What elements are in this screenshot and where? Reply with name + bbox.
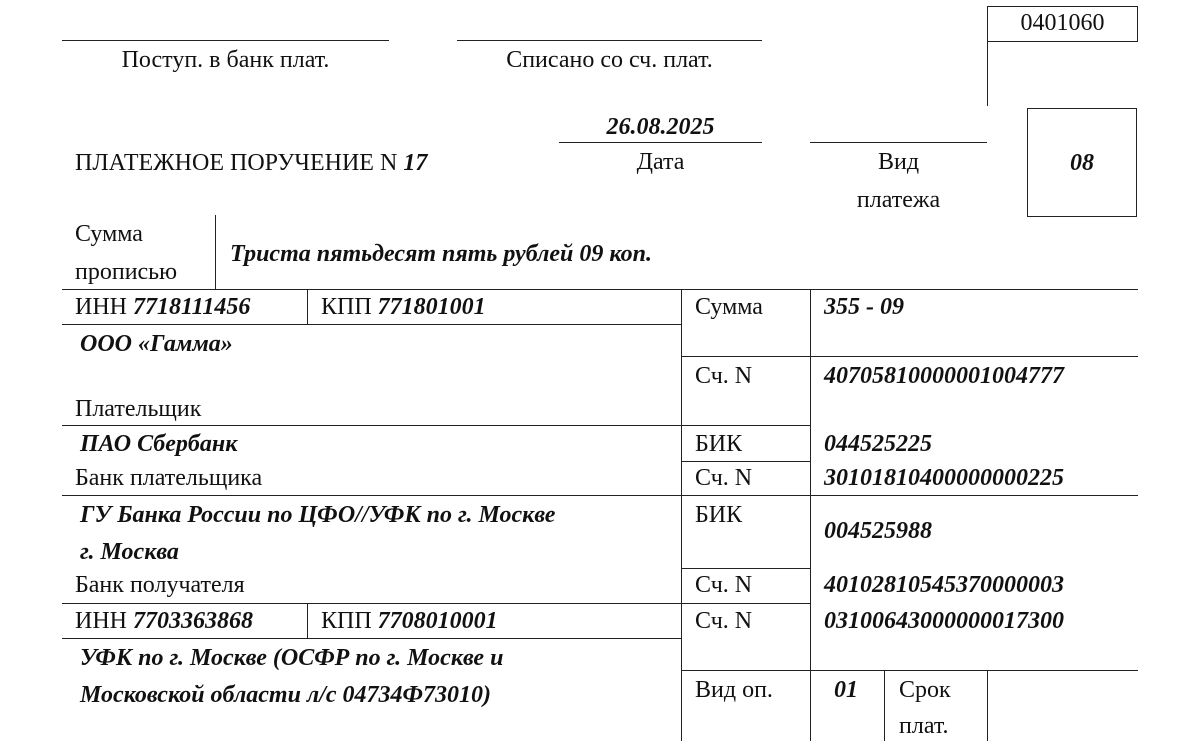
term-label-1: Срок: [899, 677, 951, 703]
payee-account-label: Сч. N: [695, 608, 753, 634]
operation-divider-2: [987, 670, 988, 741]
operation-type-label: Вид оп.: [695, 677, 773, 703]
amount-words-value: Триста пятьдесят пять рублей 09 коп.: [230, 241, 652, 267]
payee-bank-corr-label: Сч. N: [695, 572, 753, 598]
payee-bank-bik: 004525988: [824, 518, 932, 544]
payee-inn: [75, 607, 253, 635]
debited-label: Списано со сч. плат.: [506, 47, 713, 73]
payee-name-1: УФК по г. Москве (ОСФР по г. Москве и: [80, 645, 504, 671]
payee-name-2: Московской области л/с 04734Ф73010): [80, 682, 491, 708]
date-label: Дата: [636, 149, 685, 175]
payer-account-label: Сч. N: [695, 363, 753, 389]
order-date: 26.08.2025: [606, 114, 715, 140]
payee-inn-bottom: [62, 638, 681, 639]
payer-kpp: [321, 293, 486, 321]
received-label: Поступ. в банк плат.: [121, 47, 330, 73]
operation-divider-1: [884, 670, 885, 741]
payer-account-value: 40705810000001004777: [824, 363, 1064, 389]
payer-bank-bik: 044525225: [824, 431, 932, 457]
form-code-divider: [987, 42, 988, 106]
payee-bank-corr: 40102810545370000003: [824, 572, 1064, 598]
term-label-2: плат.: [899, 713, 949, 739]
payment-type-label-2: платежа: [856, 187, 941, 213]
payee-bank-mid: [681, 568, 810, 569]
payer-inn-value: 7718111456: [133, 294, 251, 320]
payer-name: ООО «Гамма»: [80, 331, 233, 357]
form-code: 0401060: [1020, 10, 1105, 36]
payee-bank-bik-label: БИК: [695, 502, 743, 528]
status-code: 08: [1070, 150, 1094, 176]
payer-inn-bottom: [62, 324, 681, 325]
payer-bank-name: ПАО Сбербанк: [80, 431, 238, 457]
amount-label: Сумма: [695, 294, 763, 320]
payer-bank-corr: 30101810400000000225: [824, 465, 1064, 491]
order-title-prefix: ПЛАТЕЖНОЕ ПОРУЧЕНИЕ N: [75, 150, 398, 176]
date-line: [559, 142, 762, 143]
grid-line-top: [62, 289, 1138, 290]
payer-role-label: Плательщик: [75, 396, 202, 422]
received-line: [62, 40, 389, 41]
amount-words-label-2: прописью: [75, 259, 178, 285]
payer-inn-label: ИНН: [75, 294, 127, 320]
order-title: [75, 149, 427, 177]
payer-bank-role-label: Банк плательщика: [75, 465, 263, 491]
payee-inn-value: 7703363868: [133, 608, 253, 634]
payee-bank-name-2: г. Москва: [80, 539, 179, 565]
amount-value: 355 - 09: [824, 294, 904, 320]
payee-inn-divider: [307, 603, 308, 638]
payee-top: [62, 603, 810, 604]
operation-top: [681, 670, 1138, 671]
order-number: 17: [403, 150, 428, 176]
payee-inn-label: ИНН: [75, 608, 127, 634]
payee-bank-role-label: Банк получателя: [75, 572, 245, 598]
payer-bank-top: [62, 425, 810, 426]
payer-kpp-label: КПП: [321, 294, 372, 320]
payment-type-line: [810, 142, 987, 143]
payee-bank-name-1: ГУ Банка России по ЦФО//УФК по г. Москве: [80, 502, 556, 528]
amount-words-divider: [215, 215, 216, 289]
debited-line: [457, 40, 762, 41]
amount-words-label-1: Сумма: [75, 221, 143, 247]
payee-bank-top: [62, 495, 1138, 496]
payer-kpp-value: 771801001: [377, 294, 486, 320]
operation-type-value: 01: [834, 677, 858, 703]
amount-bottom: [681, 356, 1138, 357]
payee-account: 03100643000000017300: [824, 608, 1064, 634]
payee-kpp: [321, 607, 498, 635]
payer-bank-mid: [681, 461, 810, 462]
payer-bank-corr-label: Сч. N: [695, 465, 753, 491]
payee-kpp-label: КПП: [321, 608, 372, 634]
payer-inn-divider: [307, 289, 308, 324]
payment-type-label-1: Вид: [877, 149, 920, 175]
payee-kpp-value: 7708010001: [377, 608, 498, 634]
payer-inn: [75, 293, 250, 321]
payer-bank-bik-label: БИК: [695, 431, 743, 457]
